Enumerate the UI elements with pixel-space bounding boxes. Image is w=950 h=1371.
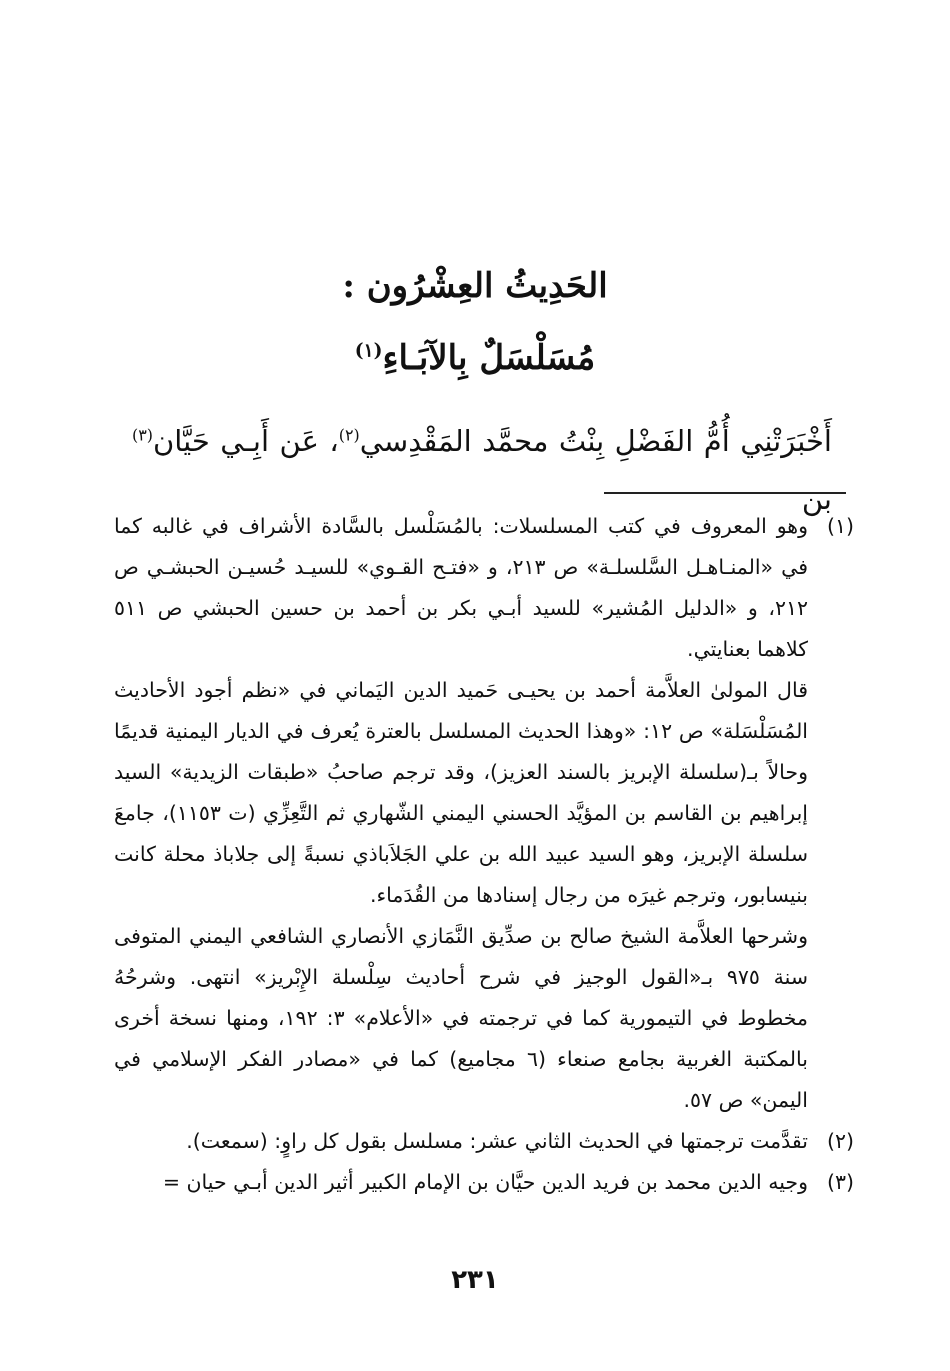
footnote-paragraph: وجيه الدين محمد بن فريد الدين حيَّان بن الإمام الكبير أثير الدين أبـي حيان =: [162, 1170, 808, 1194]
main-text-segment: أَخْبَرَتْنِي أُمُّ الفَضْلِ بِنْتُ محمَّد المَقْدِسي: [359, 424, 832, 458]
footnotes: [114, 506, 854, 1203]
footnote-body: [114, 506, 808, 1121]
footnote-body: [114, 1162, 808, 1203]
main-text-segment: ، عَن أَبِـي حَيَّان: [153, 424, 339, 458]
footnote-ref: (١): [354, 339, 383, 362]
chapter-heading: [0, 250, 950, 394]
footnote: [114, 506, 854, 1121]
footnote-paragraph: وهو المعروف في كتب المسلسلات: بالمُسَلْسل بالسَّادة الأشراف في غالبه كما في «المنـاهـل السَّلسلـة» ص ٢١٣، و «فتـح القـوي» للسيـد حُسيـن الحبشـي ص ٢١٢، و «الدليل المُشير» للسيد أبـي بكر بن أحمد بن حسين الحبشي ص ٥١١ كلاهما بعنايتي.: [114, 514, 809, 661]
footnote: [114, 1121, 854, 1162]
heading-title: الحَدِيثُ العِشْرُون :: [342, 266, 608, 306]
main-text-segment: بن: [801, 482, 832, 516]
footnote-paragraph: قال المولىٰ العلاَّمة أحمد بن يحيـى حَميد الدين اليَماني في «نظم أجود الأحاديث المُسَلْسَلة» ص ١٢: «وهذا الحديث المسلسل بالعترة يُعرف في الديار اليمنية قديمًا وحالاً بـ(سلسلة الإبريز بالسند العزيز)، وقد ترجم صاحبُ «طبقات الزيدية» السيد إبراهيم بن القاسم بن المؤيَّد الحسني اليمني الشّهاري ثم التَّعِزِّي (ت ١١٥٣)، جامعَ سلسلة الإبريز، وهو السيد عبيد الله بن علي الجَلاَباذي نسبةً إلى جلاباذ محلة كانت بنيسابور، وترجم غيرَه من رجال إسنادها من القُدَماء.: [114, 678, 809, 907]
footnote-ref: (٢): [338, 425, 360, 445]
heading-line-2: [0, 322, 950, 394]
footnote-paragraph: وشرحها العلاَّمة الشيخ صالح بن صدِّيق النَّمَازي الأنصاري الشافعي اليمني المتوفى سنة ٩٧٥ بـ«القول الوجيز في شرح أحاديث سِلْسلة الإِبْريز» انتهى. وشرحُهُ مخطوط في التيمورية كما في ترجمته في «الأعلام» ٣: ١٩٢، ومنها نسخة أخرى بالمكتبة الغربية بجامع صنعاء (٦ مجاميع) كما في «مصادر الفكر الإسلامي في اليمن» ص ٥٧.: [114, 924, 809, 1112]
footnote-divider: [604, 492, 846, 494]
footnote: [114, 1162, 854, 1203]
footnote-number: (١): [826, 514, 854, 538]
heading-line-1: [0, 250, 950, 322]
footnote-number: (٢): [826, 1129, 854, 1153]
footnote-ref: (٣): [132, 425, 153, 445]
footnote-body: [114, 1121, 808, 1162]
page-number: ٢٣١: [451, 1265, 499, 1295]
footnote-number: (٣): [826, 1170, 854, 1194]
footnote-paragraph: تقدَّمت ترجمتها في الحديث الثاني عشر: مسلسل بقول كل راوٍ: (سمعت).: [186, 1129, 808, 1153]
heading-subtitle: مُسَلْسَلٌ بِالآبَـاءِ: [382, 338, 596, 378]
